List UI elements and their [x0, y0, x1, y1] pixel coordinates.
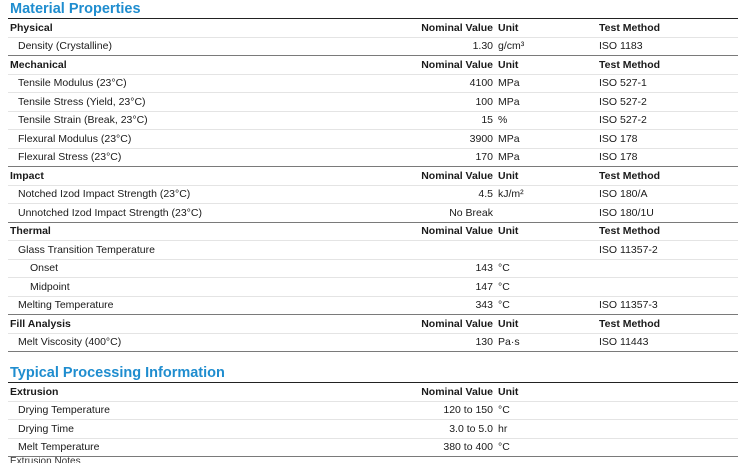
property-value: 143 — [475, 262, 493, 275]
property-name: Flexural Stress (23°C) — [18, 151, 122, 164]
property-row — [8, 37, 738, 56]
property-unit: °C — [498, 441, 510, 454]
property-row — [8, 74, 738, 93]
property-value: No Break — [449, 206, 493, 219]
property-value — [368, 241, 498, 260]
property-unit: % — [498, 114, 508, 127]
property-row — [8, 130, 738, 149]
property-test-method: ISO 527-2 — [599, 95, 647, 108]
property-unit: g/cm³ — [498, 40, 525, 53]
property-row — [8, 185, 738, 204]
property-value: 130 — [475, 336, 493, 349]
property-row — [8, 296, 738, 315]
property-row — [8, 438, 738, 457]
unit-header: Unit — [498, 58, 519, 71]
property-name: Tensile Modulus (23°C) — [18, 77, 127, 90]
property-test-method: ISO 180/1U — [599, 206, 654, 219]
property-value: 147 — [475, 280, 493, 293]
property-value: 15 — [481, 114, 493, 127]
property-name: Drying Temperature — [18, 404, 111, 417]
property-name: Unnotched Izod Impact Strength (23°C) — [18, 206, 202, 219]
property-row — [8, 111, 738, 130]
test-method-header — [599, 383, 738, 402]
property-unit: °C — [498, 404, 510, 417]
property-name: Midpoint — [30, 280, 70, 293]
property-unit: MPa — [498, 77, 520, 90]
property-test-method: ISO 11443 — [599, 336, 649, 349]
group-header-row — [8, 222, 738, 241]
property-name: Tensile Strain (Break, 23°C) — [18, 114, 148, 127]
material-properties-title: Material Properties — [10, 1, 141, 17]
test-method-header: Test Method — [599, 169, 661, 182]
property-row — [8, 278, 738, 297]
nominal-value-header: Nominal Value — [421, 58, 493, 71]
unit-header: Unit — [498, 21, 519, 34]
property-test-method — [599, 259, 738, 278]
test-method-header: Test Method — [599, 225, 661, 238]
property-row — [8, 333, 738, 352]
property-name: Drying Time — [18, 422, 75, 435]
property-name: Melting Temperature — [18, 299, 114, 312]
property-name: Tensile Stress (Yield, 23°C) — [18, 95, 146, 108]
property-row — [8, 204, 738, 223]
group-name: Extrusion — [10, 385, 59, 398]
property-unit: hr — [498, 422, 508, 435]
property-unit: MPa — [498, 151, 520, 164]
property-name: Onset — [30, 262, 59, 275]
group-name: Thermal — [10, 225, 51, 238]
group-header-row — [8, 56, 738, 75]
property-unit: MPa — [498, 132, 520, 145]
property-test-method — [599, 438, 738, 457]
property-row — [8, 241, 738, 260]
unit-header: Unit — [498, 225, 519, 238]
property-value: 170 — [475, 151, 493, 164]
property-test-method: ISO 1183 — [599, 40, 643, 53]
property-name: Melt Temperature — [18, 441, 100, 454]
property-value: 100 — [475, 95, 493, 108]
test-method-header: Test Method — [599, 317, 661, 330]
group-header-row — [8, 19, 738, 38]
test-method-header: Test Method — [599, 58, 661, 71]
processing-info-title: Typical Processing Information — [10, 365, 225, 381]
property-test-method: ISO 178 — [599, 132, 638, 145]
property-value: 343 — [475, 299, 493, 312]
processing-info-table — [8, 382, 738, 457]
property-name: Glass Transition Temperature — [18, 243, 155, 256]
material-properties-table — [8, 18, 738, 352]
group-name: Fill Analysis — [10, 317, 71, 330]
unit-header: Unit — [498, 385, 519, 398]
footer-cut-text: Extrusion Notes — [10, 457, 81, 463]
property-unit — [498, 241, 599, 260]
nominal-value-header: Nominal Value — [421, 169, 493, 182]
nominal-value-header: Nominal Value — [421, 385, 493, 398]
property-value: 120 to 150 — [443, 404, 493, 417]
property-unit: °C — [498, 280, 510, 293]
group-name: Impact — [10, 169, 44, 182]
group-header-row — [8, 383, 738, 402]
property-row — [8, 148, 738, 167]
nominal-value-header: Nominal Value — [421, 21, 493, 34]
nominal-value-header: Nominal Value — [421, 225, 493, 238]
property-value: 3900 — [469, 132, 493, 145]
group-name: Mechanical — [10, 58, 67, 71]
property-name: Density (Crystalline) — [18, 40, 112, 53]
property-value: 3.0 to 5.0 — [449, 422, 493, 435]
property-unit: Pa·s — [498, 336, 520, 349]
unit-header: Unit — [498, 317, 519, 330]
property-test-method: ISO 11357-3 — [599, 299, 658, 312]
property-name: Melt Viscosity (400°C) — [18, 336, 122, 349]
property-value: 1.30 — [472, 40, 493, 53]
property-row — [8, 420, 738, 439]
group-name: Physical — [10, 21, 53, 34]
property-value: 4.5 — [478, 188, 493, 201]
group-header-row — [8, 167, 738, 186]
property-test-method: ISO 527-2 — [599, 114, 647, 127]
property-test-method: ISO 180/A — [599, 188, 648, 201]
property-value: 380 to 400 — [443, 441, 493, 454]
property-unit: MPa — [498, 95, 520, 108]
property-test-method — [599, 420, 738, 439]
nominal-value-header: Nominal Value — [421, 317, 493, 330]
property-name: Flexural Modulus (23°C) — [18, 132, 132, 145]
property-value: 4100 — [469, 77, 493, 90]
property-row — [8, 93, 738, 112]
group-header-row — [8, 315, 738, 334]
property-test-method: ISO 11357-2 — [599, 243, 658, 256]
property-test-method: ISO 178 — [599, 151, 638, 164]
property-test-method: ISO 527-1 — [599, 77, 647, 90]
property-unit: °C — [498, 262, 510, 275]
property-row — [8, 259, 738, 278]
property-unit: °C — [498, 299, 510, 312]
property-row — [8, 401, 738, 420]
unit-header: Unit — [498, 169, 519, 182]
property-name: Notched Izod Impact Strength (23°C) — [18, 188, 191, 201]
test-method-header: Test Method — [599, 21, 661, 34]
property-test-method — [599, 401, 738, 420]
property-test-method — [599, 278, 738, 297]
property-unit: kJ/m² — [498, 188, 524, 201]
property-unit — [498, 204, 599, 223]
